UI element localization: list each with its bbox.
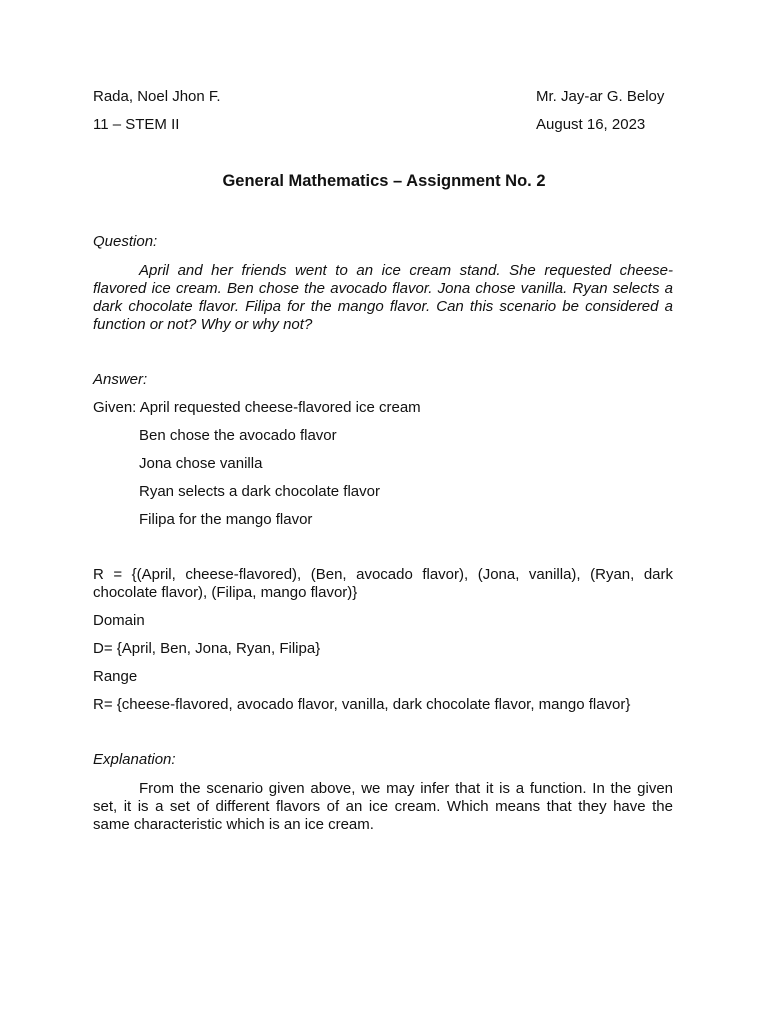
given-first-line: Given: April requested cheese-flavored ice cream	[93, 399, 421, 416]
answer-label: Answer:	[93, 371, 148, 388]
student-name: Rada, Noel Jhon F.	[93, 88, 221, 105]
relation-set: R = {(April, cheese-flavored), (Ben, avocado flavor), (Jona, vanilla), (Ryan, dark chocolate flavor), (Filipa, mango flavor)}	[93, 566, 673, 601]
given-item: Ben chose the avocado flavor	[139, 427, 337, 444]
given-item: Jona chose vanilla	[139, 455, 263, 472]
section: 11 – STEM II	[93, 116, 180, 133]
range-label: Range	[93, 668, 138, 685]
explanation-text: From the scenario given above, we may infer that it is a function. In the given set, it is a set of different flavors of an ice cream. Which means that they have the same characteristic which is an ice cream.	[93, 780, 673, 833]
domain-set: D= {April, Ben, Jona, Ryan, Filipa}	[93, 640, 321, 657]
date: August 16, 2023	[536, 116, 646, 133]
question-text: April and her friends went to an ice cream stand. She requested cheese-flavored ice cream. Ben chose the avocado flavor. Jona chose vanilla. Ryan selects a dark chocolate flavor. Filipa for the mango flavor. Can this scenario be considered a function or not? Why or why not?	[93, 262, 673, 333]
explanation-label: Explanation:	[93, 751, 176, 768]
domain-label: Domain	[93, 612, 145, 629]
teacher-name: Mr. Jay-ar G. Beloy	[536, 88, 665, 105]
range-set: R= {cheese-flavored, avocado flavor, vanilla, dark chocolate flavor, mango flavor}	[93, 696, 631, 713]
question-label: Question:	[93, 233, 158, 250]
given-item: Filipa for the mango flavor	[139, 511, 313, 528]
page-title: General Mathematics – Assignment No. 2	[222, 172, 546, 190]
given-item: Ryan selects a dark chocolate flavor	[139, 483, 380, 500]
